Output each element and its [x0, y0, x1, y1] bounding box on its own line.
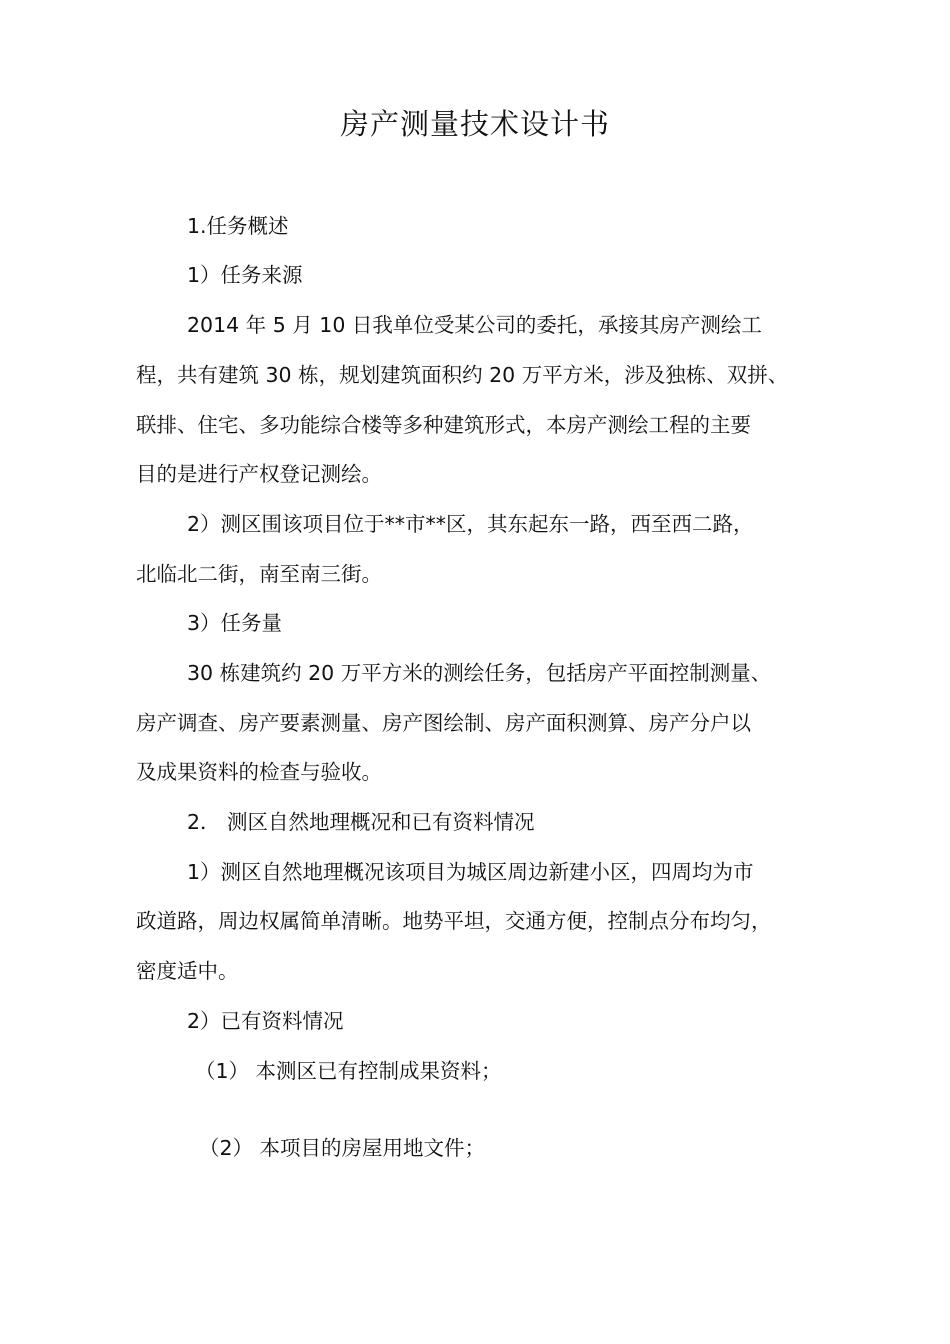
paragraph-line: 密度适中。: [136, 959, 239, 983]
paragraph-line: 目的是进行产权登记测绘。: [136, 462, 382, 486]
page-title: 房产测量技术设计书: [339, 107, 610, 141]
paragraph-line: 房产调查、房产要素测量、房产图绘制、房产面积测算、房产分户以: [136, 711, 751, 735]
subsection-task-source: 1）任务来源: [187, 263, 303, 287]
paragraph-line: 程，共有建筑 30 栋，规划建筑面积约 20 万平方米，涉及独栋、双拼、: [136, 363, 789, 387]
subsection-existing-materials: 2）已有资料情况: [187, 1009, 344, 1033]
paragraph-line: 政道路，周边权属简单清晰。地势平坦，交通方便，控制点分布均匀，: [136, 909, 772, 933]
section-heading-geography: 2． 测区自然地理概况和已有资料情况: [187, 810, 535, 834]
paragraph-line: 30 栋建筑约 20 万平方米的测绘任务，包括房产平面控制测量、: [187, 661, 772, 685]
section-heading-task-overview: 1.任务概述: [187, 214, 289, 238]
paragraph-line: 北临北二街，南至南三街。: [136, 562, 382, 586]
subsection-task-volume: 3）任务量: [187, 611, 283, 635]
list-item: （1） 本测区已有控制成果资料；: [195, 1059, 502, 1083]
list-item: （2） 本项目的房屋用地文件；: [199, 1136, 486, 1160]
paragraph-line: 2014 年 5 月 10 日我单位受某公司的委托，承接其房产测绘工: [187, 313, 762, 337]
paragraph-line: 1）测区自然地理概况该项目为城区周边新建小区，四周均为市: [187, 860, 754, 884]
paragraph-line: 联排、住宅、多功能综合楼等多种建筑形式，本房产测绘工程的主要: [136, 413, 751, 437]
paragraph-line: 及成果资料的检查与验收。: [136, 760, 382, 784]
paragraph-line: 2）测区围该项目位于**市**区，其东起东一路，西至西二路，: [187, 512, 754, 536]
